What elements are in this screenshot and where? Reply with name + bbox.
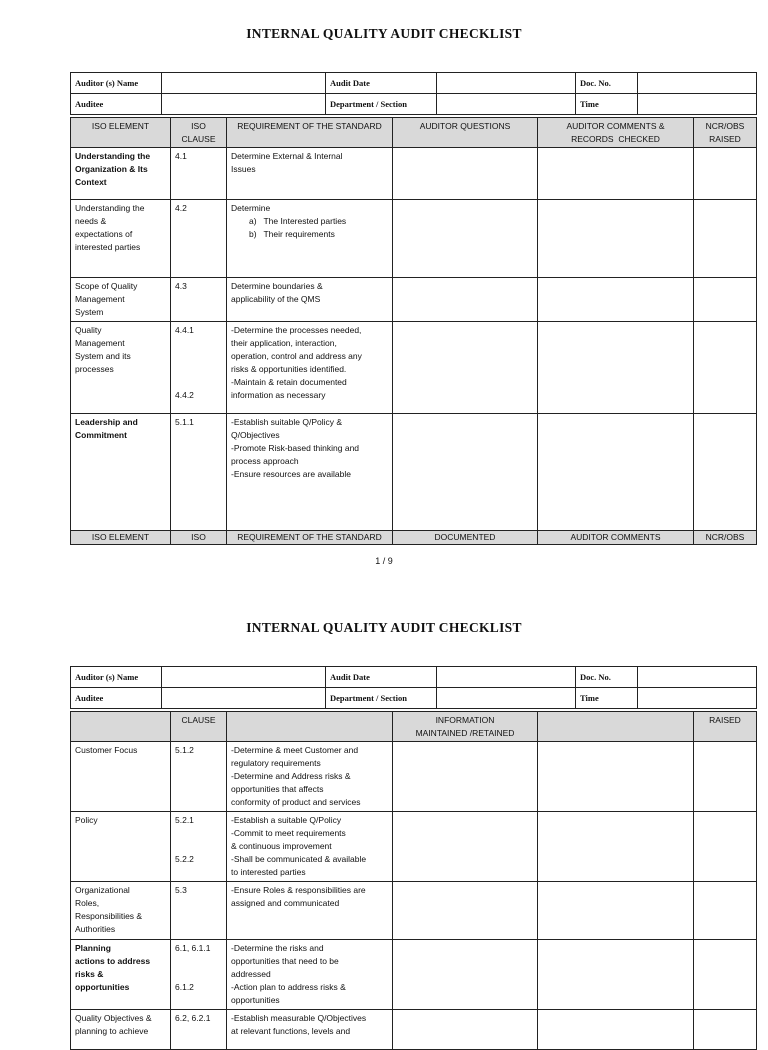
audit-date-field[interactable] [437, 73, 576, 94]
department-label: Department / Section [326, 688, 437, 709]
ncr-cell[interactable] [694, 322, 757, 414]
header-ncr-obs: NCR/OBS RAISED [694, 118, 757, 148]
information-cell[interactable] [393, 812, 538, 882]
auditor-comments-cell[interactable] [538, 1010, 694, 1050]
header-iso-clause: ISO CLAUSE [171, 118, 227, 148]
doc-no-label: Doc. No. [576, 667, 638, 688]
clause-cell: 4.3 [171, 278, 227, 322]
auditee-field[interactable] [162, 94, 326, 115]
ncr-cell[interactable] [694, 200, 757, 278]
ncr-cell[interactable] [694, 148, 757, 200]
auditor-questions-cell[interactable] [393, 322, 538, 414]
auditee-label: Auditee [71, 688, 162, 709]
department-label: Department / Section [326, 94, 437, 115]
page2-audit-info-table [70, 666, 757, 709]
table-row [71, 414, 757, 531]
requirement-cell: Determine External & Internal Issues [227, 148, 393, 200]
doc-no-label: Doc. No. [576, 73, 638, 94]
department-field[interactable] [437, 688, 576, 709]
auditor-comments-cell[interactable] [538, 940, 694, 1010]
audit-date-label: Audit Date [326, 73, 437, 94]
information-cell[interactable] [393, 882, 538, 940]
ncr-cell[interactable] [694, 940, 757, 1010]
auditor-questions-cell[interactable] [393, 414, 538, 531]
auditor-name-field[interactable] [162, 73, 326, 94]
auditor-comments-cell[interactable] [538, 322, 694, 414]
ncr-cell[interactable] [694, 882, 757, 940]
requirement-cell: -Determine & meet Customer and regulatory requirements -Determine and Address risks & opportunities that affects conformity of product and services [227, 742, 393, 812]
iso-element-cell: Quality Management System and its processes [71, 322, 171, 414]
information-cell[interactable] [393, 1010, 538, 1050]
auditor-comments-cell[interactable] [538, 812, 694, 882]
auditor-name-label: Auditor (s) Name [71, 73, 162, 94]
footer-header-ncr: NCR/OBS [694, 531, 757, 545]
iso-element-cell: Understanding the needs & expectations of interested parties [71, 200, 171, 278]
table-row [71, 940, 757, 1010]
clause-cell: 6.1, 6.1.1 6.1.2 [171, 940, 227, 1010]
table-row [71, 812, 757, 882]
audit-date-label: Audit Date [326, 667, 437, 688]
iso-element-cell: Scope of Quality Management System [71, 278, 171, 322]
clause-cell: 5.2.1 5.2.2 [171, 812, 227, 882]
time-label: Time [576, 688, 638, 709]
requirement-cell: -Determine the processes needed, their application, interaction, operation, control and address any risks & opportunities identified. -Maintain & retain documented information as necessary [227, 322, 393, 414]
table-row [71, 148, 757, 200]
table-row [71, 742, 757, 812]
clause-cell: 4.2 [171, 200, 227, 278]
header-clause: CLAUSE [171, 712, 227, 742]
doc-no-field[interactable] [638, 667, 757, 688]
auditor-comments-cell[interactable] [538, 414, 694, 531]
auditor-name-field[interactable] [162, 667, 326, 688]
auditor-comments-cell[interactable] [538, 148, 694, 200]
header-comments [538, 712, 694, 742]
header-raised: RAISED [694, 712, 757, 742]
header-information: INFORMATION MAINTAINED /RETAINED [393, 712, 538, 742]
iso-element-cell: Policy [71, 812, 171, 882]
table-row [71, 200, 757, 278]
clause-cell: 4.1 [171, 148, 227, 200]
requirement-cell: -Establish a suitable Q/Policy -Commit to meet requirements & continuous improvement -Shall be communicated & available to interested parties [227, 812, 393, 882]
page2-checklist-table [70, 711, 757, 1050]
information-cell[interactable] [393, 940, 538, 1010]
time-field[interactable] [638, 688, 757, 709]
time-field[interactable] [638, 94, 757, 115]
auditor-comments-cell[interactable] [538, 200, 694, 278]
requirement-cell: Determine boundaries & applicability of the QMS [227, 278, 393, 322]
ncr-cell[interactable] [694, 812, 757, 882]
requirement-cell: -Establish suitable Q/Policy & Q/Objectives -Promote Risk-based thinking and process approach -Ensure resources are available [227, 414, 393, 531]
table-row [71, 278, 757, 322]
page1-title: INTERNAL QUALITY AUDIT CHECKLIST [246, 26, 522, 41]
auditor-name-label: Auditor (s) Name [71, 667, 162, 688]
page-number: 1 / 9 [375, 556, 393, 566]
auditor-questions-cell[interactable] [393, 148, 538, 200]
requirement-cell: -Establish measurable Q/Objectives at relevant functions, levels and [227, 1010, 393, 1050]
auditor-comments-cell[interactable] [538, 882, 694, 940]
header-iso-element: ISO ELEMENT [71, 118, 171, 148]
iso-element-cell: Quality Objectives & planning to achieve [71, 1010, 171, 1050]
table-row [71, 1010, 757, 1050]
ncr-cell[interactable] [694, 742, 757, 812]
header-auditor-comments: AUDITOR COMMENTS & RECORDS CHECKED [538, 118, 694, 148]
header-auditor-questions: AUDITOR QUESTIONS [393, 118, 538, 148]
doc-no-field[interactable] [638, 73, 757, 94]
iso-element-cell: Organizational Roles, Responsibilities & Authorities [71, 882, 171, 940]
iso-element-cell: Customer Focus [71, 742, 171, 812]
table-row [71, 322, 757, 414]
clause-cell: 5.3 [171, 882, 227, 940]
footer-header-auditor-comments: AUDITOR COMMENTS [538, 531, 694, 545]
footer-header-documented: DOCUMENTED [393, 531, 538, 545]
auditor-comments-cell[interactable] [538, 278, 694, 322]
department-field[interactable] [437, 94, 576, 115]
header-requirement [227, 712, 393, 742]
header-iso-element [71, 712, 171, 742]
information-cell[interactable] [393, 742, 538, 812]
auditor-questions-cell[interactable] [393, 278, 538, 322]
header-requirement: REQUIREMENT OF THE STANDARD [227, 118, 393, 148]
audit-date-field[interactable] [437, 667, 576, 688]
auditor-comments-cell[interactable] [538, 742, 694, 812]
iso-element-cell: Leadership and Commitment [71, 414, 171, 531]
ncr-cell[interactable] [694, 1010, 757, 1050]
table-row [71, 882, 757, 940]
clause-cell: 5.1.2 [171, 742, 227, 812]
iso-element-cell: Understanding the Organization & Its Context [71, 148, 171, 200]
auditee-label: Auditee [71, 94, 162, 115]
requirement-cell: Determine a) The Interested parties b) Their requirements [227, 200, 393, 278]
ncr-cell[interactable] [694, 414, 757, 531]
clause-cell: 5.1.1 [171, 414, 227, 531]
auditee-field[interactable] [162, 688, 326, 709]
requirement-cell: -Ensure Roles & responsibilities are assigned and communicated [227, 882, 393, 940]
footer-header-iso: ISO [171, 531, 227, 545]
page1-checklist-table [70, 117, 757, 545]
ncr-cell[interactable] [694, 278, 757, 322]
time-label: Time [576, 94, 638, 115]
iso-element-cell: Planning actions to address risks & opportunities [71, 940, 171, 1010]
requirement-cell: -Determine the risks and opportunities that need to be addressed -Action plan to address risks & opportunities [227, 940, 393, 1010]
page2-title: INTERNAL QUALITY AUDIT CHECKLIST [246, 620, 522, 635]
auditor-questions-cell[interactable] [393, 200, 538, 278]
page1-audit-info-table [70, 72, 757, 115]
clause-cell: 6.2, 6.2.1 [171, 1010, 227, 1050]
clause-cell: 4.4.1 4.4.2 [171, 322, 227, 414]
footer-header-iso-element: ISO ELEMENT [71, 531, 171, 545]
footer-header-requirement: REQUIREMENT OF THE STANDARD [227, 531, 393, 545]
